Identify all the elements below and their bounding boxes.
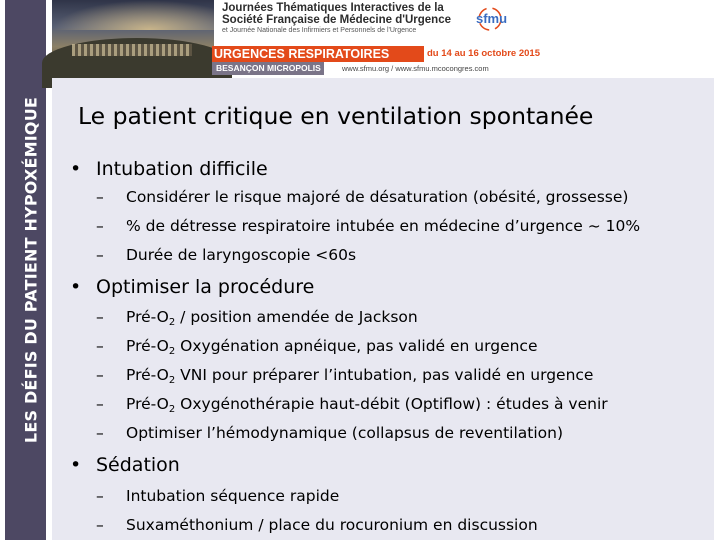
dash-icon: – [96, 217, 104, 235]
section-sedation [70, 454, 180, 476]
dash-icon: – [96, 337, 104, 355]
dash-icon: – [96, 487, 104, 505]
section-intubation-difficile [70, 158, 268, 180]
section-heading: Sédation [96, 454, 180, 476]
conference-banner [52, 0, 540, 78]
list-item: – Intubation séquence rapide [96, 487, 340, 505]
list-item: – Considérer le risque majoré de désaturation (obésité, grossesse) [96, 188, 629, 206]
banner-line-1: Journées Thématiques Interactives de la [222, 2, 444, 14]
slide-title: Le patient critique en ventilation spontanée [78, 102, 594, 130]
banner-line-3: et Journée Nationale des Infirmiers et Personnels de l'Urgence [222, 27, 417, 34]
sidebar [5, 0, 46, 540]
dash-icon: – [96, 246, 104, 264]
list-item: – % de détresse respiratoire intubée en médecine d’urgence ~ 10% [96, 217, 641, 235]
bullet-icon: • [70, 276, 82, 298]
banner-photo [52, 0, 214, 78]
list-item: – Pré-$O_2$ VNI pour préparer l’intubation, pas validé en urgence [96, 366, 594, 386]
list-item: – Pré-$O_2$ Oxygénothérapie haut-débit (Optiflow) : études à venir [96, 395, 608, 415]
dash-icon: – [96, 516, 104, 534]
list-item: – Suxaméthonium / place du rocuronium en discussion [96, 516, 538, 534]
bullet-icon: • [70, 454, 82, 476]
list-item: – Pré-$O_2$ / position amendée de Jackson [96, 308, 418, 328]
list-item: – Durée de laryngoscopie <60s [96, 246, 357, 264]
sidebar-label: LES DÉFIS DU PATIENT HYPOXÉMIQUE [21, 96, 41, 444]
dash-icon: – [96, 366, 104, 384]
event-dates: du 14 au 16 octobre 2015 [427, 48, 540, 59]
section-heading: Optimiser la procédure [96, 276, 315, 298]
dash-icon: – [96, 424, 104, 442]
event-urls: www.sfmu.org / www.sfmu.mcocongres.com [342, 64, 489, 73]
slide-content [52, 78, 714, 540]
list-item: – Pré-$O_2$ Oxygénation apnéique, pas validé en urgence [96, 337, 538, 357]
list-item: – Optimiser l’hémodynamique (collapsus de reventilation) [96, 424, 564, 442]
event-title: URGENCES RESPIRATOIRES [212, 46, 424, 62]
event-city: BESANÇON MICROPOLIS [212, 62, 324, 75]
logo-text: sfmu [476, 11, 508, 26]
bullet-icon: • [70, 158, 82, 180]
section-optimiser-procedure [70, 276, 314, 298]
dash-icon: – [96, 308, 104, 326]
banner-text [222, 2, 462, 35]
sfmu-logo-icon [470, 5, 510, 41]
section-heading: Intubation difficile [96, 158, 268, 180]
dash-icon: – [96, 395, 104, 413]
banner-line-2: Société Française de Médecine d'Urgence [222, 14, 451, 26]
dash-icon: – [96, 188, 104, 206]
